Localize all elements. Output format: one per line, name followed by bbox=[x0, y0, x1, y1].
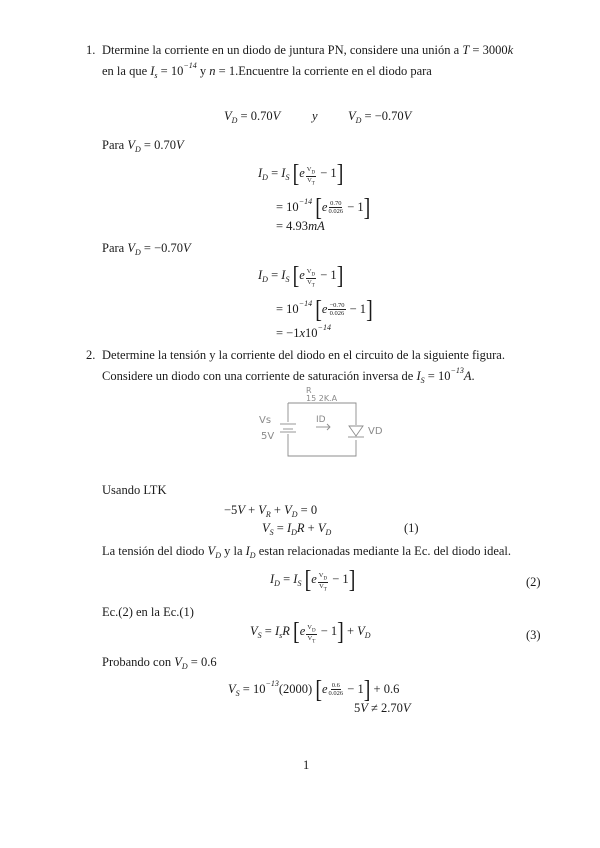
circuit-figure bbox=[250, 388, 400, 460]
q2-eq-number-1: (1) bbox=[404, 521, 419, 535]
circuit-r-label: R bbox=[306, 386, 312, 395]
q2-eq3: $V_S = I_sR$ [e $\frac{V_D}{V_T}$ − $1] + V_D$ bbox=[250, 618, 371, 646]
q1-case-a-eq1: $I_D = I_S$ [e $\frac{V_D}{V_T}$ − 1] bbox=[258, 160, 344, 188]
q1-number: 1. bbox=[86, 43, 96, 57]
q2-trial-equation: $V_S = 10^{-13}(2000)$ [e $\frac{0.6}{0.026}$ − 1] + 0.6 bbox=[228, 676, 400, 704]
q1-given-y: y bbox=[312, 109, 318, 123]
q2-eq2: $I_D = I_S$ [e $\frac{V_D}{V_T}$ − 1] bbox=[270, 566, 356, 594]
q2-eq-number-3: (3) bbox=[526, 628, 541, 642]
circuit-id-label: ID bbox=[316, 415, 326, 425]
q2-substitution-label: Ec.(2) en la Ec.(1) bbox=[102, 605, 194, 619]
circuit-vd-label: VD bbox=[368, 426, 383, 437]
q2-ltk-eq1: $-5V + V_R + V_D = 0$ bbox=[224, 503, 318, 519]
q2-eq-number-2: (2) bbox=[526, 575, 541, 589]
q2-trial-label: Probando con $V_D = 0.6$ bbox=[102, 655, 217, 671]
q1-case-a-eq3: = 4.93mA bbox=[276, 219, 325, 233]
q1-case-a-eq2: = $10^{-14}$ [e $\frac{0.70}{0.026}$ − 1] bbox=[276, 194, 371, 222]
q1-case-b-heading: Para $V_D = -0.70V$ bbox=[102, 241, 191, 257]
q1-given-left: $V_D = 0.70V$ bbox=[224, 109, 281, 125]
q1-text-line2: en la que $I_s = 10^{-14}$ y n = 1.Encuentre la corriente en el diodo para bbox=[102, 61, 432, 80]
circuit-vs-label: Vs bbox=[259, 415, 272, 426]
q2-relation-text: La tensión del diodo $V_D$ y la $I_D$ estan relacionadas mediante la Ec. del diodo ideal. bbox=[102, 544, 512, 560]
circuit-vs-value: 5V bbox=[261, 431, 275, 442]
q2-number: 2. bbox=[86, 348, 96, 362]
q1-case-b-eq3: = $-1x10^{-14}$ bbox=[276, 323, 331, 340]
q1-text-line1: Dtermine la corriente en un diodo de juntura PN, considere una unión a T = 3000k bbox=[102, 43, 514, 57]
q1-case-a-heading: Para $V_D = 0.70V$ bbox=[102, 138, 184, 154]
q2-ltk-eq2: $V_S = I_DR + V_D$ bbox=[262, 521, 332, 537]
q2-result: 5V ≠ 2.70V bbox=[354, 701, 411, 715]
q2-ltk-label: Usando LTK bbox=[102, 483, 167, 497]
q1-case-b-eq2: = $10^{-14}$ [e $\frac{-0.70}{0.026}$ − 1] bbox=[276, 296, 373, 324]
q2-text-line1: Determine la tensión y la corriente del diodo en el circuito de la siguiente figura. bbox=[102, 348, 505, 362]
q2-text-line2: Considere un diodo con una corriente de saturación inversa de $I_S = 10^{-13}A$. bbox=[102, 366, 475, 385]
page-number: 1 bbox=[303, 758, 310, 772]
q1-case-b-eq1: $I_D = I_S$ [e $\frac{V_D}{V_T}$ − 1] bbox=[258, 262, 344, 290]
circuit-r-value: 15 2K.A bbox=[306, 394, 338, 403]
q1-given-right: $V_D = -0.70V$ bbox=[348, 109, 412, 125]
